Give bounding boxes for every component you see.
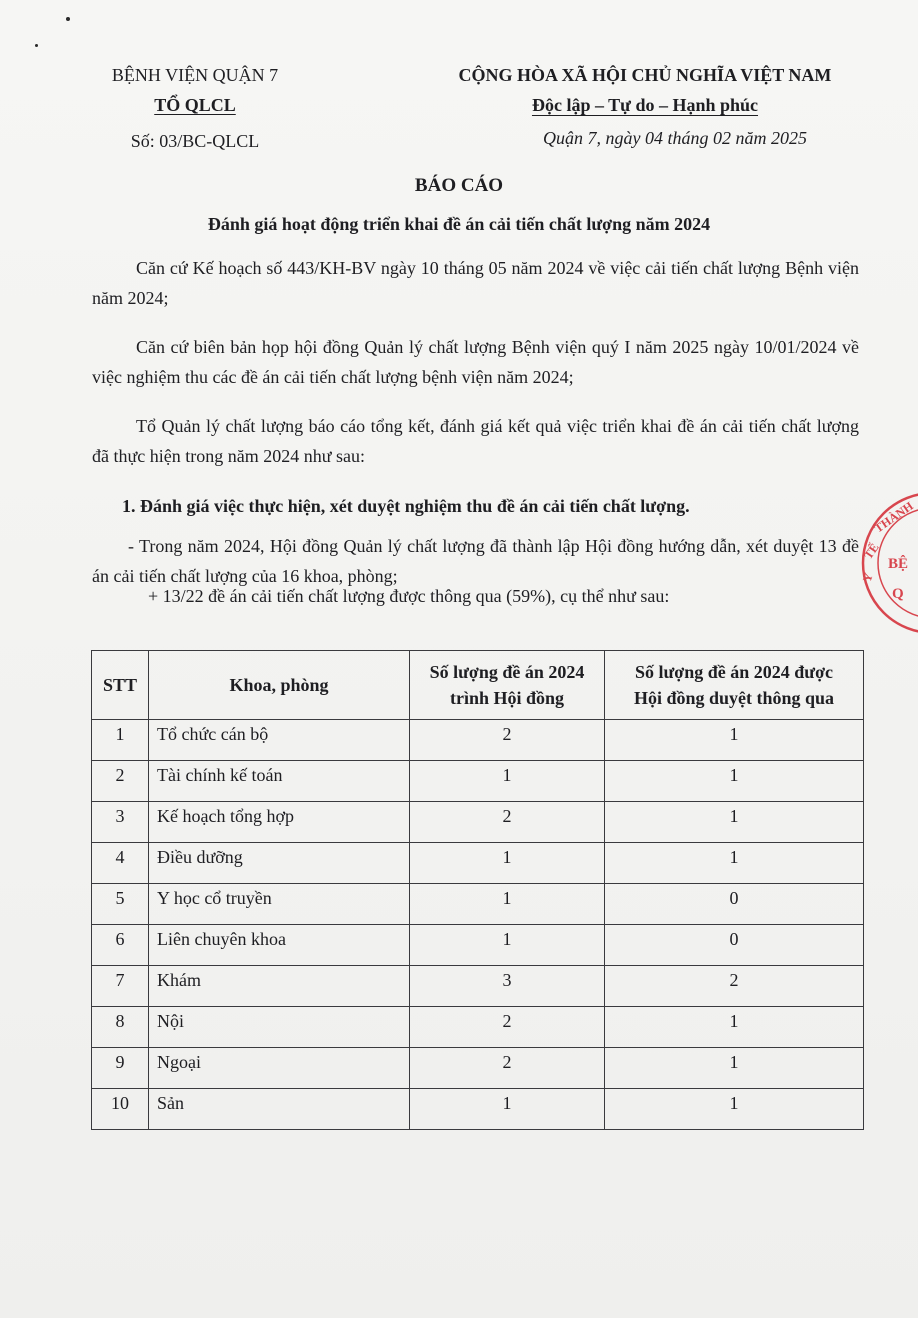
cell-dept: Khám	[149, 966, 410, 1007]
header-approved	[605, 651, 864, 720]
cell-dept: Điều dưỡng	[149, 843, 410, 884]
cell-stt: 2	[92, 761, 149, 802]
cell-approved: 1	[605, 1007, 864, 1048]
report-title: BÁO CÁO	[414, 175, 504, 196]
cell-stt: 4	[92, 843, 149, 884]
cell-submitted: 2	[410, 1048, 605, 1089]
cell-approved: 2	[605, 966, 864, 1007]
cell-submitted: 1	[410, 843, 605, 884]
cell-submitted: 1	[410, 761, 605, 802]
header-submitted-line2: trình Hội đồng	[449, 688, 565, 708]
table-row	[92, 802, 864, 843]
cell-stt: 7	[92, 966, 149, 1007]
header-right	[400, 60, 890, 120]
cell-approved: 1	[605, 1048, 864, 1089]
header-approved-line1: Số lượng đề án 2024 được	[634, 662, 834, 682]
paper-speck	[35, 44, 38, 47]
table-row	[92, 925, 864, 966]
table-row	[92, 1089, 864, 1130]
svg-text:BỆ: BỆ	[888, 556, 909, 572]
cell-stt: 6	[92, 925, 149, 966]
table-row	[92, 720, 864, 761]
paper-speck	[66, 17, 70, 21]
cell-stt: 10	[92, 1089, 149, 1130]
svg-text:Y: Y	[859, 571, 876, 585]
cell-submitted: 2	[410, 720, 605, 761]
cell-stt: 5	[92, 884, 149, 925]
cell-approved: 0	[605, 925, 864, 966]
cell-submitted: 3	[410, 966, 605, 1007]
table-row	[92, 966, 864, 1007]
header-submitted-line1: Số lượng đề án 2024	[429, 662, 585, 682]
nation-title: CỘNG HÒA XÃ HỘI CHỦ NGHĨA VIỆT NAM	[458, 65, 832, 85]
cell-stt: 1	[92, 720, 149, 761]
header-left	[90, 60, 300, 156]
document-number: Số: 03/BC-QLCL	[130, 131, 260, 151]
cell-dept: Tổ chức cán bộ	[149, 720, 410, 761]
paragraph-basis-minutes: Căn cứ biên bản họp hội đồng Quản lý chất lượng Bệnh viện quý I năm 2025 ngày 10/01/2024 về việc nghiệm thu các đề án cải tiến chất lượng bệnh viện năm 2024;	[92, 337, 859, 387]
plus-item: + 13/22 đề án cải tiến chất lượng được thông qua (59%), cụ thể như sau:	[148, 586, 670, 606]
cell-submitted: 1	[410, 884, 605, 925]
cell-stt: 3	[92, 802, 149, 843]
section-heading-1: 1. Đánh giá việc thực hiện, xét duyệt nghiệm thu đề án cải tiến chất lượng.	[122, 496, 690, 516]
nation-motto: Độc lập – Tự do – Hạnh phúc	[531, 95, 759, 115]
header-submitted	[410, 651, 605, 720]
cell-submitted: 2	[410, 802, 605, 843]
cell-approved: 1	[605, 802, 864, 843]
cell-approved: 1	[605, 843, 864, 884]
bullet-paragraph: - Trong năm 2024, Hội đồng Quản lý chất lượng đã thành lập Hội đồng hướng dẫn, xét duyệt 13 đề án cải tiến chất lượng của 16 khoa, phòng;	[92, 536, 859, 586]
svg-text:TẾ: TẾ	[860, 540, 882, 562]
paragraph-intro: Tổ Quản lý chất lượng báo cáo tổng kết, đánh giá kết quả việc triển khai đề án cải tiến chất lượng đã thực hiện trong năm 2024 như sau:	[92, 416, 859, 466]
table-row	[92, 1048, 864, 1089]
table-row	[92, 843, 864, 884]
cell-approved: 1	[605, 1089, 864, 1130]
red-seal-stamp	[858, 488, 918, 638]
document-date: Quận 7, ngày 04 tháng 02 năm 2025	[543, 128, 807, 148]
cell-stt: 9	[92, 1048, 149, 1089]
cell-dept: Sản	[149, 1089, 410, 1130]
header-dept: Khoa, phòng	[149, 651, 410, 720]
report-subtitle: Đánh giá hoạt động triển khai đề án cải tiến chất lượng năm 2024	[207, 214, 711, 234]
projects-table	[91, 650, 864, 1130]
cell-approved: 0	[605, 884, 864, 925]
cell-submitted: 2	[410, 1007, 605, 1048]
table-row	[92, 884, 864, 925]
unit-name: TỔ QLCL	[154, 95, 236, 115]
cell-dept: Liên chuyên khoa	[149, 925, 410, 966]
cell-dept: Ngoại	[149, 1048, 410, 1089]
cell-approved: 1	[605, 720, 864, 761]
hospital-name: BỆNH VIỆN QUẬN 7	[111, 65, 279, 85]
cell-dept: Tài chính kế toán	[149, 761, 410, 802]
svg-text:Q: Q	[892, 586, 904, 602]
cell-stt: 8	[92, 1007, 149, 1048]
cell-dept: Y học cổ truyền	[149, 884, 410, 925]
svg-text:THÀNH: THÀNH	[871, 498, 916, 536]
header-approved-line2: Hội đồng duyệt thông qua	[633, 688, 835, 708]
cell-submitted: 1	[410, 1089, 605, 1130]
header-stt: STT	[92, 651, 149, 720]
table-body	[92, 720, 864, 1130]
cell-dept: Kế hoạch tổng hợp	[149, 802, 410, 843]
cell-dept: Nội	[149, 1007, 410, 1048]
paragraph-basis-plan: Căn cứ Kế hoạch số 443/KH-BV ngày 10 tháng 05 năm 2024 về việc cải tiến chất lượng Bệnh viện năm 2024;	[92, 258, 859, 308]
cell-approved: 1	[605, 761, 864, 802]
table-row	[92, 1007, 864, 1048]
cell-submitted: 1	[410, 925, 605, 966]
table-row	[92, 761, 864, 802]
table-header-row	[92, 651, 864, 720]
